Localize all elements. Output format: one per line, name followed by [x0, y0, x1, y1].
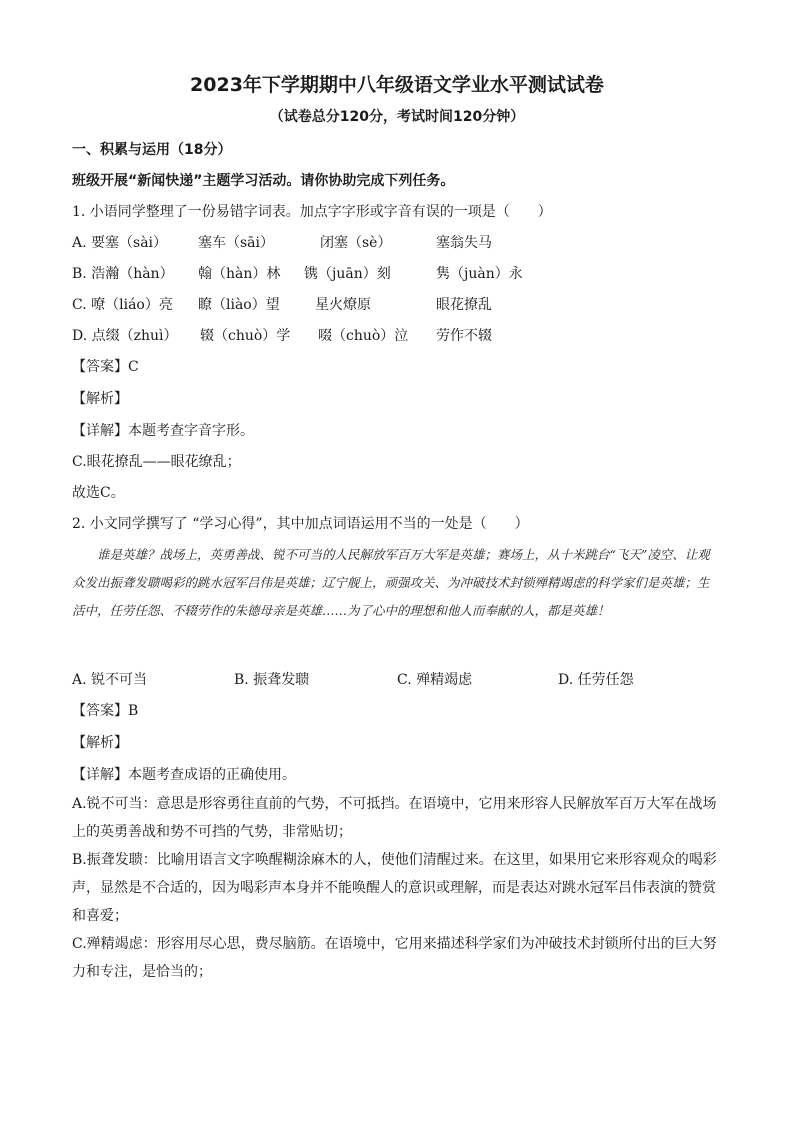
q1-d-2: 辍（chuò）学	[200, 328, 291, 344]
q1-conclusion: 故选C。	[72, 485, 125, 501]
q1-c-2: 瞭（liào）望	[198, 297, 280, 313]
q1-b-2: 翰（hàn）林	[198, 266, 281, 282]
q2-explain-c: C.殚精竭虑：形容用尽心思，费尽脑筋。在语境中，它用来描述科学家们为冲破技术封锁所付出的巨大努力和专注，是恰当的；	[72, 936, 717, 980]
q1-c-1: C. 嘹（liáo）亮	[72, 297, 173, 313]
q1-a-3: 闭塞（sè）	[320, 235, 392, 251]
q2-passage	[72, 541, 720, 625]
q1-d-3: 啜（chuò）泣	[318, 328, 409, 344]
q1-explain-c: C.眼花撩乱——眼花缭乱；	[72, 454, 241, 470]
q2-explain-b: B.振聋发聩：比喻用语言文字唤醒糊涂麻木的人，使他们清醒过来。在这里，如果用它来形容观众的喝彩声，显然是不合适的，因为喝彩声本身并不能唤醒人的意识或理解，而是表达对跳水冠军吕伟表演的赞赏和喜爱；	[72, 852, 717, 924]
q1-detail: 【详解】本题考查字音字形。	[72, 423, 254, 439]
page-subtitle: （试卷总分120分，考试时间120分钟）	[269, 109, 525, 125]
q2-option-c: C. 殚精竭虑	[397, 672, 473, 688]
q1-d-1: D. 点缀（zhuì）	[72, 328, 178, 344]
q2-option-b: B. 振聋发聩	[234, 672, 310, 688]
q2-answer: 【答案】B	[72, 703, 139, 719]
q2-option-d: D. 任劳任怨	[558, 672, 634, 688]
q1-a-2: 塞车（sāi）	[198, 235, 275, 251]
q1-stem: 1. 小语同学整理了一份易错字词表。加点字字形或字音有误的一项是（ ）	[72, 204, 552, 220]
page-title: 2023年下学期期中八年级语文学业水平测试试卷	[190, 74, 604, 96]
section-intro: 班级开展“新闻快递”主题学习活动。请你协助完成下列任务。	[72, 173, 455, 189]
q2-option-a: A. 锐不可当	[72, 672, 148, 688]
q2-explanation	[72, 790, 722, 986]
q1-c-4: 眼花撩乱	[436, 297, 492, 313]
q1-c-3: 星火燎原	[315, 297, 371, 313]
q1-a-4: 塞翁失马	[436, 235, 492, 251]
q1-a-1: A. 要塞（sài）	[72, 235, 168, 251]
q1-answer: 【答案】C	[72, 359, 139, 375]
q1-b-1: B. 浩瀚（hàn）	[72, 266, 174, 282]
q1-b-4: 隽（juàn）永	[436, 266, 523, 282]
q2-passage-text: 谁是英雄？战场上，英勇善战、锐不可当的人民解放军百万大军是英雄；赛场上，从十米跳台“飞天”凌空、让观众发出振聋发聩喝彩的跳水冠军吕伟是英雄；辽宁舰上，顽强攻关、为冲破技术封锁殚精竭虑的科学家们是英雄；生活中，任劳任怨、不辍劳作的朱德母亲是英雄……为了心中的理想和他人而奉献的人，都是英雄！	[72, 547, 710, 618]
q2-explain-a: A.锐不可当：意思是形容勇往直前的气势，不可抵挡。在语境中，它用来形容人民解放军百万大军在战场上的英勇善战和势不可挡的气势，非常贴切；	[72, 796, 717, 840]
q1-d-4: 劳作不辍	[436, 328, 492, 344]
q1-analysis: 【解析】	[72, 391, 128, 407]
section-heading: 一、积累与运用（18分）	[72, 142, 232, 158]
q1-b-3: 镌（juān）刻	[304, 266, 391, 282]
q2-stem: 2. 小文同学撰写了 “学习心得”，其中加点词语运用不当的一处是（ ）	[72, 516, 529, 532]
q2-detail: 【详解】本题考查成语的正确使用。	[72, 767, 296, 783]
q2-analysis: 【解析】	[72, 735, 128, 751]
